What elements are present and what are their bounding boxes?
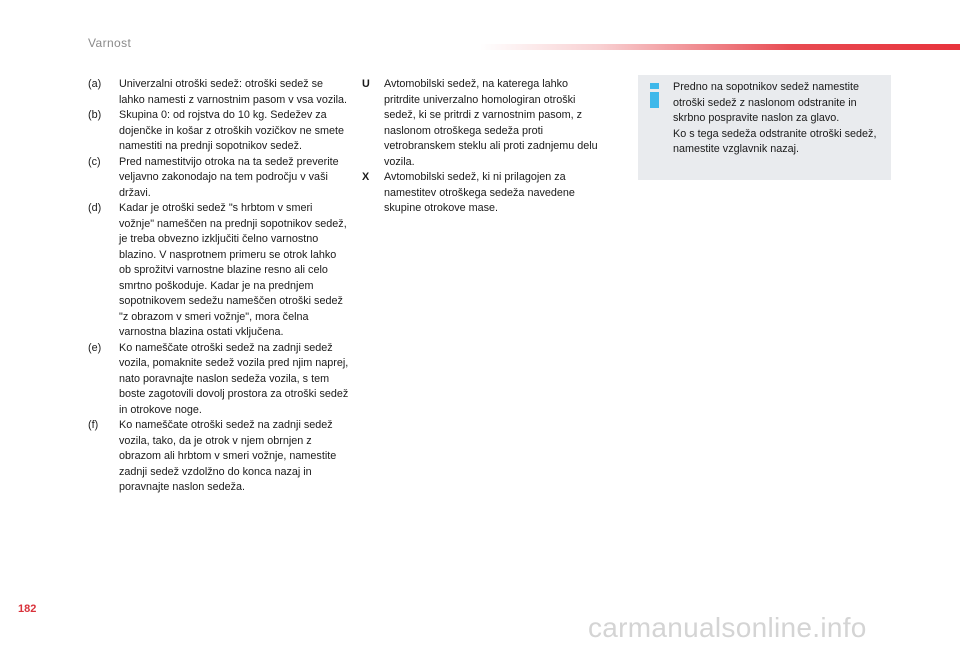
item-label: (d) xyxy=(88,202,102,214)
list-item-f xyxy=(88,418,350,496)
item-text: Univerzalni otroški sedež: otroški sedež se lahko namesti z varnostnim pasom v vsa vozila. xyxy=(119,78,348,106)
item-text: Skupina 0: od rojstva do 10 kg. Sedežev za dojenčke in košar z otroških vozičkov ne smete namestiti na prednji sopotnikov sedež. xyxy=(119,109,345,152)
item-label: (e) xyxy=(88,341,102,354)
list-item-e xyxy=(88,341,350,419)
item-label: (a) xyxy=(88,78,102,90)
left-column xyxy=(88,77,350,496)
list-item-c xyxy=(88,155,350,202)
legend-item-x xyxy=(362,170,602,217)
middle-column xyxy=(362,77,602,217)
item-text: Ko nameščate otroški sedež na zadnji sedež vozila, tako, da je otrok v njem obrnjen z obrazom ali hrbtom v smeri vožnje, namestite zadnji sedež vzdolžno do konca nazaj in poravnajte naslon sedeža. xyxy=(119,419,337,493)
header-accent-bar xyxy=(480,44,960,50)
info-icon xyxy=(649,83,661,109)
info-box xyxy=(638,75,891,180)
list-item-d xyxy=(88,201,350,341)
item-label: (f) xyxy=(88,419,99,431)
item-label: (b) xyxy=(88,109,102,121)
info-text: Predno na sopotnikov sedež namestite otroški sedež z naslonom odstranite in skrbno pospravite naslon za glavo. Ko s tega sedeža odstranite otroški sedež, namestite vzglavnik nazaj. xyxy=(673,81,877,155)
item-label: U xyxy=(362,78,370,90)
item-text: Kadar je otroški sedež "s hrbtom v smeri vožnje" nameščen na prednji sopotnikov sedež, je treba obvezno izključiti čelno varnostno blazino. V nasprotnem primeru se otrok lahko ob sprožitvi varnostne blazine resno ali celo smrtno poškoduje. Kadar je na prednjem sopotnikovem sedežu nameščen otroški sedež "z obrazom v smeri vožnje", mora čelna varnostna blazina ostati vključena. xyxy=(119,202,347,338)
list-item-b xyxy=(88,108,350,155)
list-item-a xyxy=(88,77,350,108)
item-text: Ko nameščate otroški sedež na zadnji sedež vozila, pomaknite sedež vozila pred njim naprej, nato poravnajte naslon sedeža vozila, s tem boste zagotovili dovolj prostora za otroški sedež in otrokove noge. xyxy=(119,341,349,416)
item-text: Pred namestitvijo otroka na ta sedež preverite veljavno zakonodajo na tem področju v vaši državi. xyxy=(119,155,339,199)
section-title: Varnost xyxy=(88,36,132,50)
item-text: Avtomobilski sedež, na katerega lahko pritrdite univerzalno homologiran otroški sedež, ki se pritrdi z varnostnim pasom, z naslonom otroškega sedeža proti vetrobranskem steklu ali proti zadnjemu delu vozila. xyxy=(384,78,598,168)
item-label: X xyxy=(362,171,370,183)
legend-item-u xyxy=(362,77,602,170)
watermark: carmanualsonline.info xyxy=(588,612,867,643)
page-number: 182 xyxy=(18,603,37,615)
item-text: Avtomobilski sedež, ki ni prilagojen za namestitev otroškega sedeža navedene skupine otrokove mase. xyxy=(384,171,575,214)
item-label: (c) xyxy=(88,155,101,168)
